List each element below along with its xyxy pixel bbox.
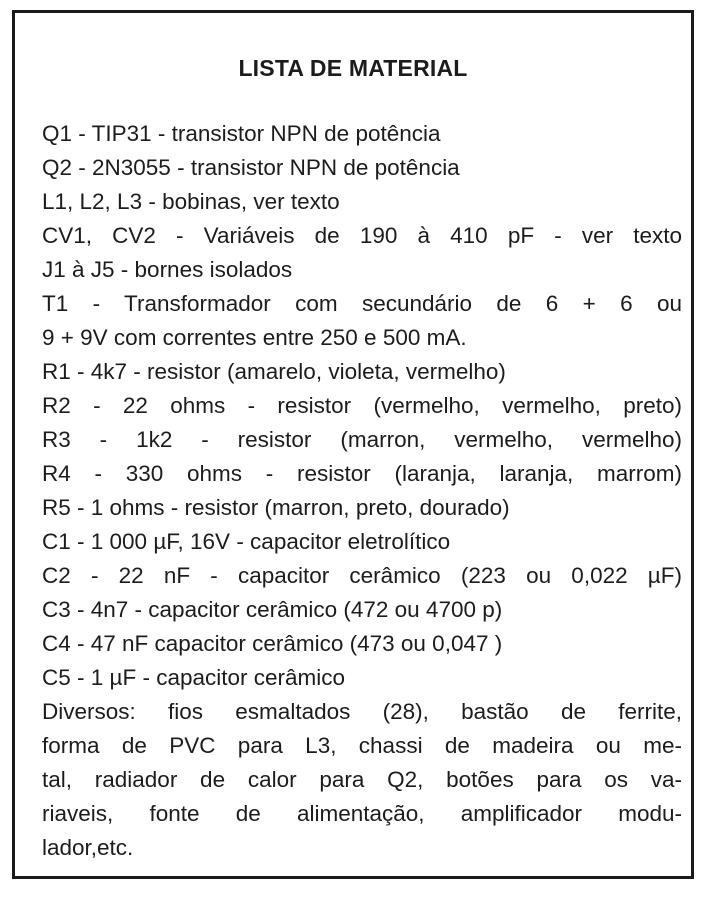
list-item: R2 - 22 ohms - resistor (vermelho, vermelho, preto) — [42, 393, 682, 418]
list-item: tal, radiador de calor para Q2, botões para os va- — [42, 767, 682, 792]
list-item: C2 - 22 nF - capacitor cerâmico (223 ou 0,022 µF) — [42, 563, 682, 588]
list-item: C5 - 1 µF - capacitor cerâmico — [42, 665, 346, 690]
list-item: riaveis, fonte de alimentação, amplificador modu- — [42, 801, 682, 826]
list-title: LISTA DE MATERIAL — [238, 55, 468, 81]
material-list — [42, 117, 682, 865]
list-item: forma de PVC para L3, chassi de madeira ou me- — [42, 733, 682, 758]
list-item: R3 - 1k2 - resistor (marron, vermelho, vermelho) — [42, 427, 682, 452]
list-item: L1, L2, L3 - bobinas, ver texto — [42, 189, 340, 214]
list-item: R5 - 1 ohms - resistor (marron, preto, dourado) — [42, 495, 510, 520]
list-item: C4 - 47 nF capacitor cerâmico (473 ou 0,047 ) — [42, 631, 503, 656]
list-item: C1 - 1 000 µF, 16V - capacitor eletrolítico — [42, 529, 451, 554]
list-item: Diversos: fios esmaltados (28), bastão de ferrite, — [42, 699, 682, 724]
list-item: Q2 - 2N3055 - transistor NPN de potência — [42, 155, 460, 180]
list-item: Q1 - TIP31 - transistor NPN de potência — [42, 121, 441, 146]
list-item: R1 - 4k7 - resistor (amarelo, violeta, vermelho) — [42, 359, 506, 384]
list-item: C3 - 4n7 - capacitor cerâmico (472 ou 4700 p) — [42, 597, 503, 622]
list-item: J1 à J5 - bornes isolados — [42, 257, 293, 282]
list-item: lador,etc. — [42, 835, 134, 860]
list-item: CV1, CV2 - Variáveis de 190 à 410 pF - ver texto — [42, 223, 682, 248]
list-item: 9 + 9V com correntes entre 250 e 500 mA. — [42, 325, 467, 350]
material-list-box — [12, 10, 694, 879]
list-item: R4 - 330 ohms - resistor (laranja, laranja, marrom) — [42, 461, 682, 486]
list-item: T1 - Transformador com secundário de 6 + 6 ou — [42, 291, 682, 316]
